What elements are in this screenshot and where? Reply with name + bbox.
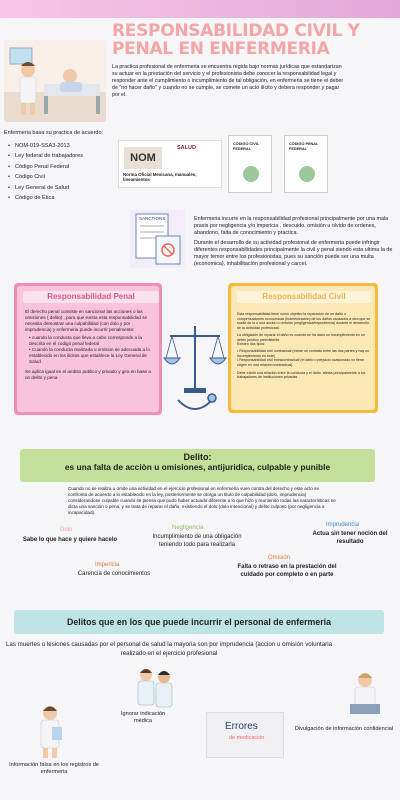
- delito-item-ignorar: Ignorar indicación médica: [120, 711, 166, 724]
- responsibility-p1: Enfermeria incurre en la responsabilidad profesional principalmente por una mala praxis por negligencia y/o impericia , descuido, omisión u olvido de ordenes, abandono, falta de conocimiento y practica.: [194, 216, 389, 236]
- type-name-negligencia: Negligencia: [172, 525, 204, 531]
- list-item: • Ley General de Salud: [8, 183, 83, 193]
- type-name-imprudencia: Imprudencia: [326, 522, 360, 528]
- responsibility-text: [194, 216, 394, 268]
- type-desc-negligencia: Incumplimiento de una obligación teniendo todo para realizarla: [152, 534, 242, 548]
- civil-outro: Debe existir una relación entre la conducta y el daño, afecta principalmente a los trabajadores de instituciones privadas: [237, 370, 366, 380]
- book-title: CÓDIGO PENAL FEDERAL: [289, 142, 319, 151]
- delito-text: Cuando no se realiza u omite una actividad en el ejercicio profesional en enfermeria vuen contra del derecho y este acto se confronta de acuerdo a lo establecido en la ley, posteriormente se otorga un titulo de culpabilidad (dolo, imprudencia) considerandose culpable cuando se piensa que pudo haber actuado diferente a lo que hizo y reuniendo todas las características se dicta una sanción o pena, y se trata de reparar el daño, existiendo el dolo (dolo intencional) y delito culposo (por negligencia o incapacidad).: [68, 486, 336, 515]
- list-item: • Código de Ética: [8, 193, 83, 203]
- delito-item-divulgacion: Divulgación de información confidencial: [294, 726, 394, 732]
- type-name-impericia: Impericia: [95, 562, 120, 568]
- delito-item-informacion-falsa: Información falsa en los registros de enfermeria: [9, 762, 99, 775]
- mexico-seal-icon: [243, 166, 259, 182]
- list-item: • Código Civil: [8, 172, 83, 182]
- list-item: • cuando la conducta que lleva a cabo corresponde a la descrita en el codigo penal federal: [29, 335, 157, 347]
- delitos-text: Las muertes o lesiones causadas por el personal de salud la mayoria son por imprudencia (accion u omisión voluntaria realizado en el ejercicio profesional: [5, 641, 333, 657]
- delito-banner: [20, 449, 375, 482]
- civil-heading: Responsabilidad Civil: [237, 291, 371, 303]
- intro-paragraph: La practica profesional de enfermeria se encuentra regida bajo normas jurídicas que estandarizan su actuar en la prestación del servicio y el profesionista debe conocer la responsabilidad legal y responder ante el cumplimiento o incumplimiento de tal obligación, en enfermeria se tiene el deber de "no hacer daño" y cuando no se cumple, se comete un acto ilícito y debera responder y pagar por el.: [112, 64, 344, 98]
- medication-errors-image: [206, 712, 284, 758]
- delito-title: Delito:: [183, 452, 212, 462]
- book-title: CÓDIGO CIVIL FEDERAL: [233, 142, 260, 151]
- nurse-clipboard-illustration: [30, 703, 70, 758]
- civil-p2: La obligación de reparar el daño es cuando se ha dado un incumplimiento en un deber jurídico preexistente.: [237, 332, 365, 342]
- penal-body: [25, 309, 157, 381]
- list-item: • NOM-019-SSA3-2013: [8, 141, 83, 151]
- codigo-civil-book: [228, 135, 272, 193]
- nurse-laptop-illustration: [340, 670, 390, 718]
- nurse-scene-illustration: [4, 40, 106, 122]
- civil-body: [237, 312, 373, 380]
- responsibility-p2: Durante el desarrollo de su actividad profesional de enfermeria puede infringir diferentes responsabilidades principalmente la civil y penal siendo esta ultima la de mayor temor entre los profesionistas, pues su sanción puede ser una multa (economica), inhabilitación profesional y carcel.: [194, 240, 393, 267]
- sanctions-document-illustration: [130, 210, 185, 268]
- type-name-dolo: Dolo: [60, 527, 73, 533]
- type-name-omision: Omisión: [268, 555, 291, 561]
- nom-logo: NOM: [124, 147, 162, 169]
- sanctions-label: SANCTIONS: [139, 216, 166, 221]
- type-desc-impericia: Carencia de conocimientos: [77, 571, 151, 577]
- basis-list: [8, 141, 83, 203]
- type-desc-omision: Falta o retraso en la prestación del cuidado por completo o en parte: [237, 564, 337, 578]
- list-item: • Ley federal de trabajadores: [8, 151, 83, 161]
- salud-label: SALUD: [177, 145, 196, 151]
- doctors-illustration: [130, 665, 180, 710]
- nom-caption: Norma Oficial Mexicana, manuales, lineamientos: [123, 172, 197, 182]
- list-item: • Responsabilidad civil extracontractual (el daño o perjuicio ocasionado no tiene origen en una relación contractual).: [237, 358, 373, 367]
- page-title: RESPONSABILIDAD CIVIL Y PENAL EN ENFERMERIA: [112, 21, 360, 59]
- type-desc-dolo: Sabe lo que hace y quiere hacelo: [22, 537, 118, 543]
- civil-types-title: Existen dos tipos:: [237, 342, 266, 347]
- penal-outro: Se aplica igual en el ambito publico y privado y gira en base a un delito y pena: [25, 369, 151, 380]
- delitos-banner: Delitos que en los que puede incurrir el personal de enfermeria: [14, 610, 384, 634]
- list-item: • Código Penal Federal: [8, 162, 83, 172]
- errores-title: Errores: [225, 721, 258, 732]
- penal-intro: El derecho penal consiste en sancionar las acciones o las omisiones ( delito) , para que exista esta responsabilidad se necesita demostrar una culpabilidad (con dolo y por imprudencia) y enfermeria puede incurrir penalmente:: [25, 309, 148, 332]
- civil-intro: Esta responsabilidad tiene como objetivo la reparación de un daño o compensaciones economicas (indemnización) de los daños causados a otra que se sucite de la o una acción u omisión (negligencia/imprudencia) durante el desarrollo de la actividad profesional.: [237, 312, 371, 331]
- list-item: • Cuando la conducta realizada u omision se adecuada a lo establecido en los ilicitos que establece la Ley General de Salud: [29, 347, 157, 365]
- penal-heading: Responsabilidad Penal: [23, 291, 159, 303]
- penal-box: [14, 283, 162, 415]
- mexico-seal-icon: [299, 166, 315, 182]
- type-desc-imprudencia: Actua sin tener noción del resultado: [312, 531, 388, 545]
- delito-subtitle: es una falta de acciòn u omisiones, antijuridica, culpable y punible: [64, 462, 331, 472]
- errores-subtitle: de medicación: [229, 735, 265, 741]
- list-item: • Responsabilidad civil contractual (existe un contrato entre las dos partes y hay un incumplimiento en este): [237, 349, 373, 358]
- codigo-penal-book: [284, 135, 328, 193]
- nom-card: [118, 140, 222, 188]
- top-banner: [0, 0, 400, 18]
- civil-box: [228, 283, 378, 413]
- justice-scale-stethoscope-icon: [160, 318, 230, 418]
- basis-title: Enfermeria basa su practica de acuerdo:: [4, 130, 104, 136]
